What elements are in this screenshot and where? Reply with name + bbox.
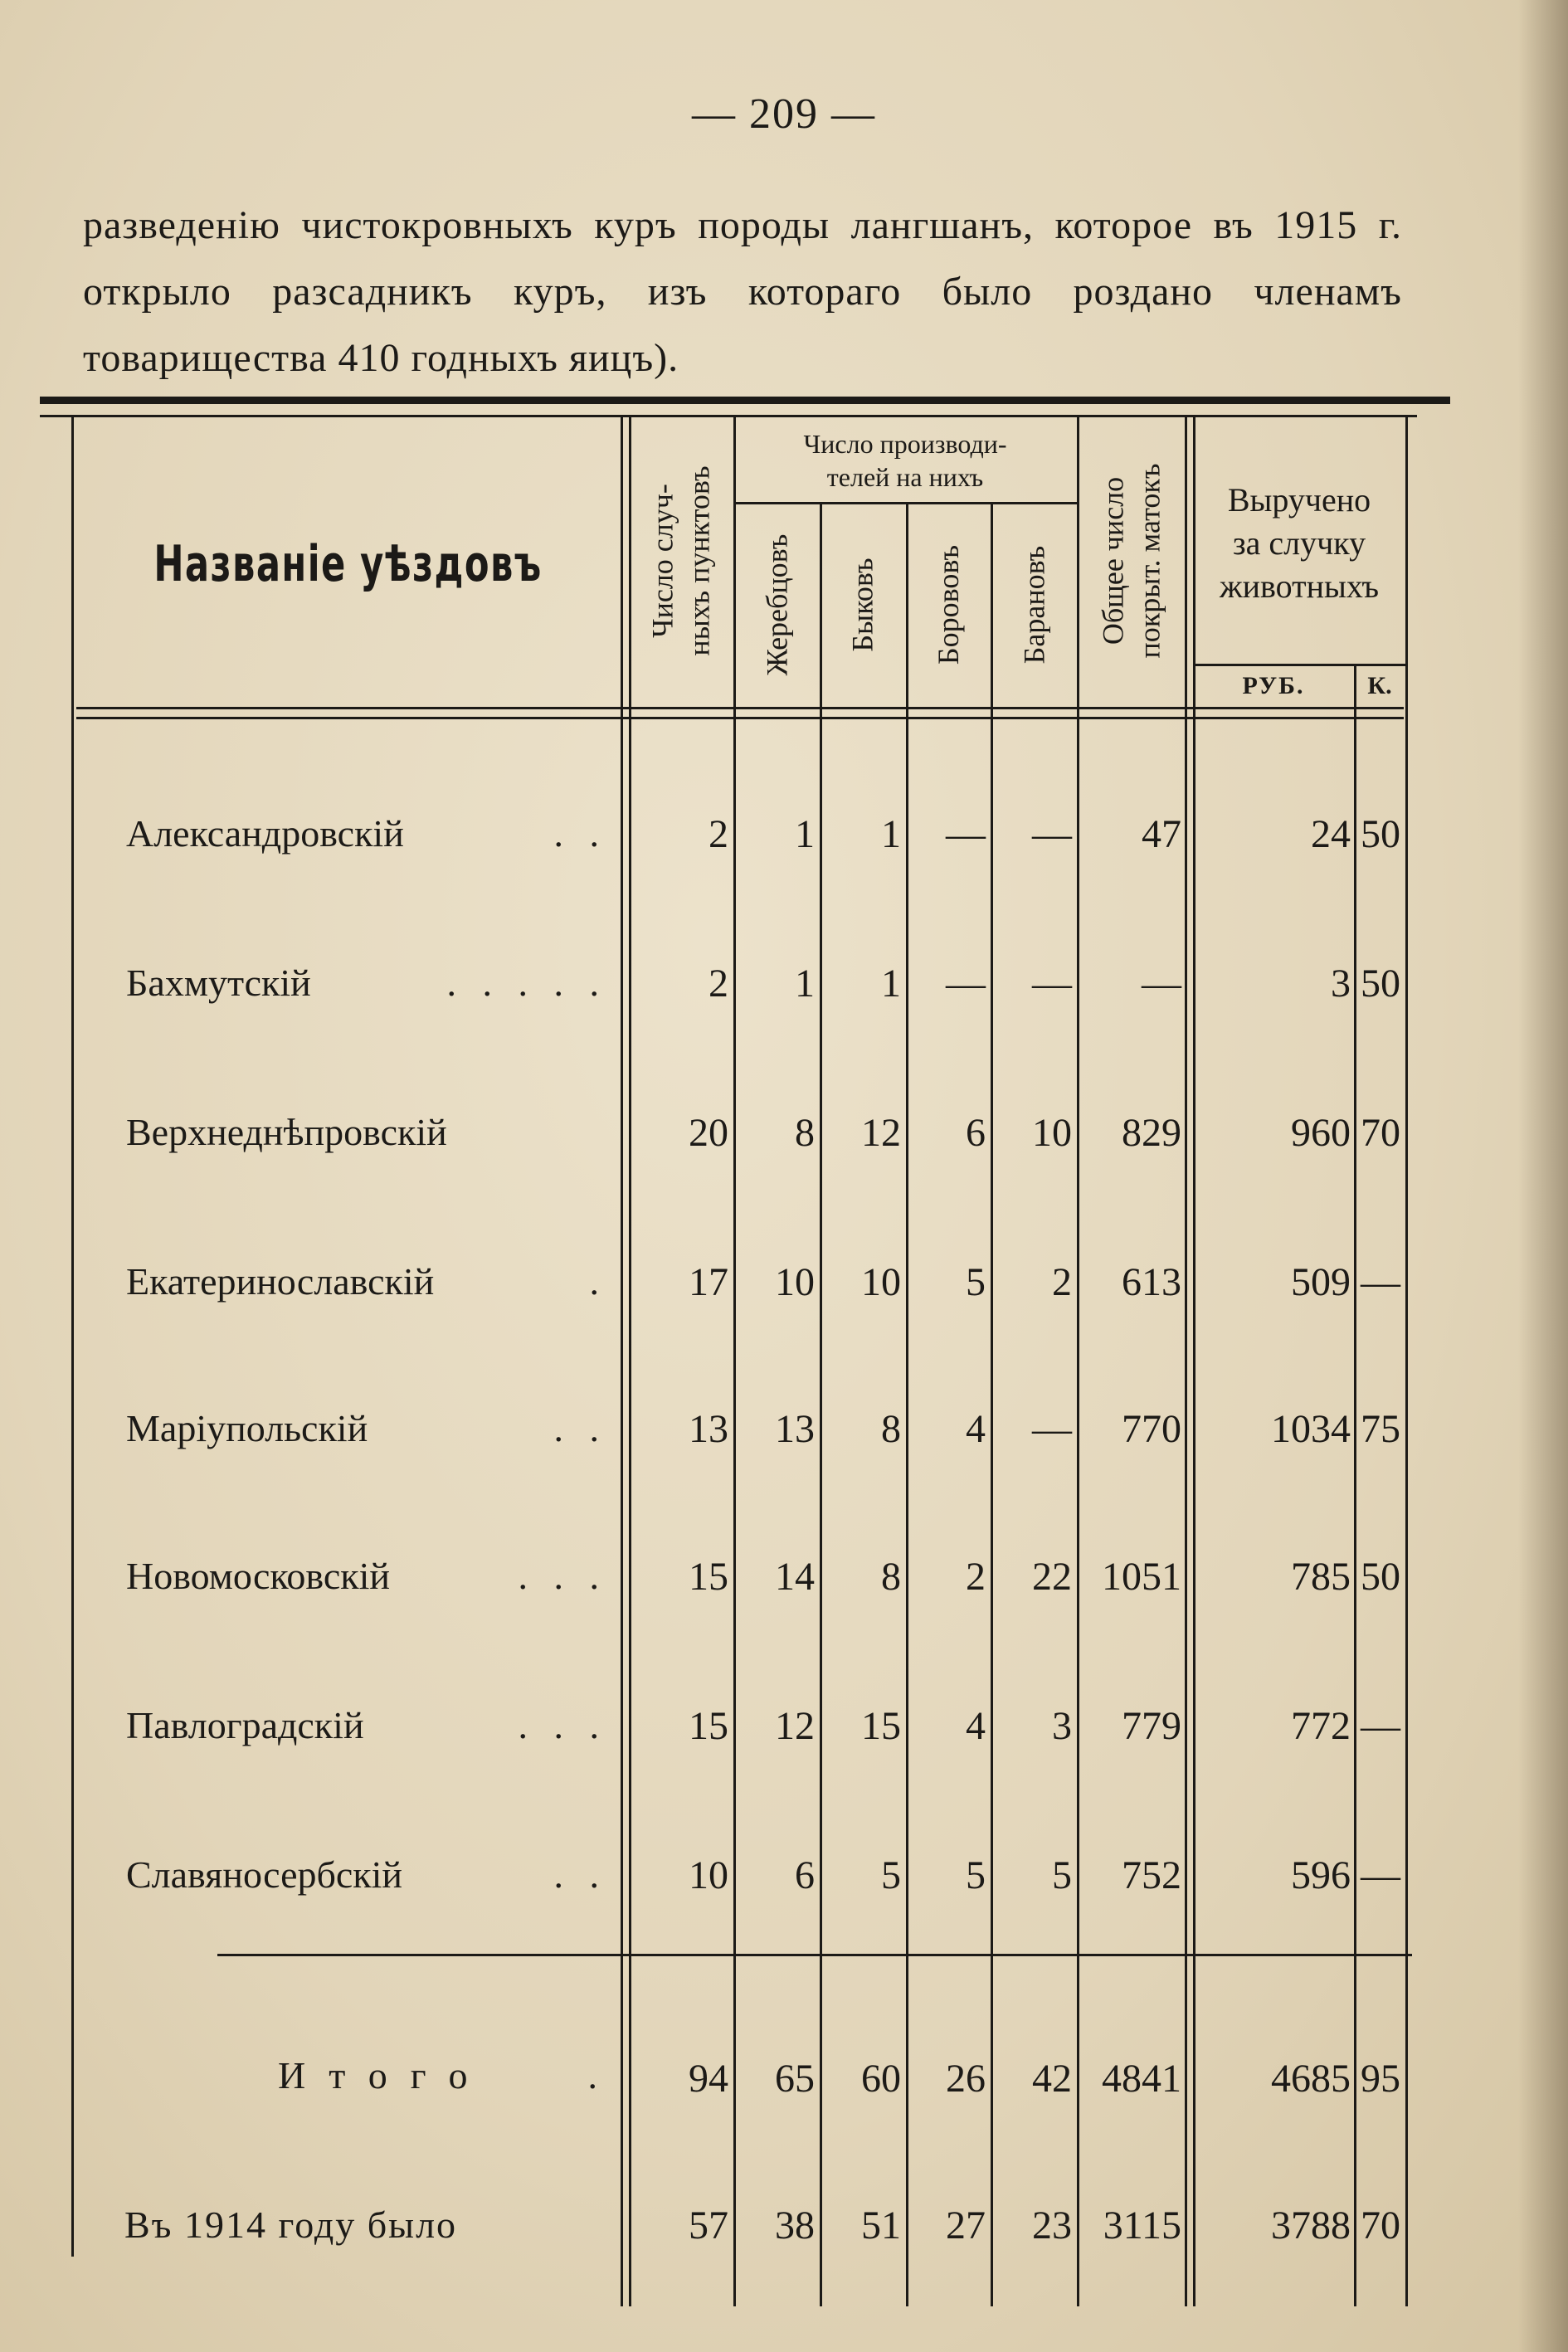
row-kop-cell: 50 <box>1361 812 1400 856</box>
points-header-text: Число случ- ныхъ пунктовъ <box>646 465 716 656</box>
body-paragraph: разведенію чистокровныхъ куръ породы лангшанъ, которое въ 1915 г. открыло разсадникъ куръ, изъ котораго было роздано членамъ товарищества 410 годныхъ яицъ). <box>83 203 1402 380</box>
row-boars-cell: 4 <box>966 1704 986 1748</box>
row-boars-cell: 4 <box>966 1407 986 1451</box>
prev-year-label: Въ 1914 году было <box>124 2203 458 2246</box>
row-bulls-cell: 5 <box>881 1853 901 1897</box>
points-column-header <box>629 415 733 707</box>
row-kop-cell: 50 <box>1361 962 1400 1006</box>
row-kop-cell: — <box>1361 1260 1400 1304</box>
total-boars-cell: 26 <box>946 2057 986 2101</box>
table-left-border <box>71 415 74 2257</box>
row-points-cell: 20 <box>689 1111 728 1155</box>
district-name: Павлоградскій <box>126 1704 364 1746</box>
bulls-column-header: Быковъ <box>846 557 879 652</box>
row-females-cell: 829 <box>1122 1111 1181 1155</box>
row-points-cell: 2 <box>709 812 728 856</box>
row-kop-cell: — <box>1361 1704 1400 1748</box>
table-row-district-name <box>126 1406 607 1450</box>
leader-dots: . . . <box>518 1704 607 1746</box>
row-rams-cell: 5 <box>1052 1853 1072 1897</box>
rams-column-header: Барановъ <box>1017 545 1050 664</box>
table-row-district-name <box>126 1703 607 1747</box>
prev-year-females-cell: 3115 <box>1103 2203 1181 2247</box>
table-row-district-name <box>126 1259 607 1303</box>
row-boars-cell: — <box>946 812 986 856</box>
row-points-cell: 13 <box>689 1407 728 1451</box>
row-females-cell: 779 <box>1122 1704 1181 1748</box>
row-points-cell: 2 <box>709 962 728 1006</box>
district-name: Александровскій <box>126 812 404 855</box>
prev-year-kop-cell: 70 <box>1361 2203 1400 2247</box>
row-points-cell: 15 <box>689 1704 728 1748</box>
row-boars-cell: 5 <box>966 1260 986 1304</box>
row-points-cell: 15 <box>689 1555 728 1599</box>
table-row-district-name <box>126 1554 607 1598</box>
table-row-district-name <box>126 811 607 855</box>
row-rams-cell: 2 <box>1052 1260 1072 1304</box>
total-females-cell: 4841 <box>1102 2057 1181 2101</box>
prev-year-rub-cell: 3788 <box>1271 2203 1351 2247</box>
row-stallions-cell: 8 <box>795 1111 815 1155</box>
leader-dots: . <box>589 1260 607 1303</box>
producers-group-header: Число производи- телей на нихъ <box>803 429 1007 492</box>
row-stallions-cell: 14 <box>775 1555 815 1599</box>
district-name: Екатеринославскій <box>126 1260 435 1303</box>
row-rams-cell: 22 <box>1032 1555 1072 1599</box>
page-number: — 209 — <box>692 90 876 138</box>
table-top-rule-thick <box>40 397 1450 404</box>
row-females-cell: 752 <box>1122 1853 1181 1897</box>
kop-subheader: К. <box>1367 672 1392 699</box>
col-divider-bulls <box>906 502 908 2306</box>
total-rub-cell: 4685 <box>1271 2057 1351 2101</box>
row-stallions-cell: 1 <box>795 812 815 856</box>
row-bulls-cell: 1 <box>881 812 901 856</box>
total-rams-cell: 42 <box>1032 2057 1072 2101</box>
row-bulls-cell: 1 <box>881 962 901 1006</box>
row-bulls-cell: 8 <box>881 1407 901 1451</box>
row-stallions-cell: 13 <box>775 1407 815 1451</box>
row-rub-cell: 785 <box>1291 1555 1351 1599</box>
total-bulls-cell: 60 <box>861 2057 901 2101</box>
row-rams-cell: — <box>1032 962 1072 1006</box>
row-females-cell: 770 <box>1122 1407 1181 1451</box>
row-bulls-cell: 15 <box>861 1704 901 1748</box>
table-row-district-name <box>126 1853 607 1897</box>
row-rub-cell: 960 <box>1291 1111 1351 1155</box>
row-stallions-cell: 6 <box>795 1853 815 1897</box>
district-column-header: Названіе уѣздовъ <box>153 535 543 593</box>
row-rub-cell: 1034 <box>1271 1407 1351 1451</box>
leader-dots: . . . . . <box>446 962 607 1004</box>
col-divider-name <box>621 415 623 2306</box>
row-bulls-cell: 8 <box>881 1555 901 1599</box>
prev-year-stallions-cell: 38 <box>775 2203 815 2247</box>
row-females-cell: 47 <box>1142 812 1181 856</box>
prev-year-points-cell: 57 <box>689 2203 728 2247</box>
leader-dots: . . <box>553 1407 607 1449</box>
table-right-border <box>1405 415 1408 2306</box>
row-bulls-cell: 10 <box>861 1260 901 1304</box>
row-kop-cell: 75 <box>1361 1407 1400 1451</box>
col-divider-boars <box>991 502 993 2306</box>
row-rams-cell: 10 <box>1032 1111 1072 1155</box>
subtotal-rule <box>217 1954 1412 1956</box>
row-kop-cell: 50 <box>1361 1555 1400 1599</box>
rub-subheader: РУБ. <box>1242 672 1305 699</box>
leader-dots: . . . <box>518 1555 607 1597</box>
total-stallions-cell: 65 <box>775 2057 815 2101</box>
row-rams-cell: — <box>1032 1407 1072 1451</box>
col-divider-females <box>1185 415 1187 2306</box>
row-rub-cell: 772 <box>1291 1704 1351 1748</box>
row-rams-cell: 3 <box>1052 1704 1072 1748</box>
table-row-district-name <box>126 1110 607 1154</box>
females-column-header: Общее число покрыт. матокъ <box>1096 463 1166 659</box>
row-boars-cell: 6 <box>966 1111 986 1155</box>
revenue-column-header: Выручено за случку животныхъ <box>1219 481 1380 605</box>
row-females-cell: 1051 <box>1102 1555 1181 1599</box>
prev-year-boars-cell: 27 <box>946 2203 986 2247</box>
row-stallions-cell: 1 <box>795 962 815 1006</box>
table-row-district-name <box>126 961 607 1005</box>
district-name: Маріупольскій <box>126 1407 368 1449</box>
row-stallions-cell: 10 <box>775 1260 815 1304</box>
row-rub-cell: 509 <box>1291 1260 1351 1304</box>
row-females-cell: — <box>1142 962 1181 1006</box>
district-name: Бахмутскій <box>126 962 311 1004</box>
row-points-cell: 17 <box>689 1260 728 1304</box>
row-bulls-cell: 12 <box>861 1111 901 1155</box>
district-name: Славяносербскій <box>126 1853 403 1896</box>
total-points-cell: 94 <box>689 2057 728 2101</box>
boars-column-header: Борововъ <box>932 544 966 665</box>
row-kop-cell: — <box>1361 1853 1400 1897</box>
row-kop-cell: 70 <box>1361 1111 1400 1155</box>
total-kop-cell: 95 <box>1361 2057 1400 2101</box>
col-divider-stallions <box>820 502 822 2306</box>
row-rub-cell: 3 <box>1331 962 1351 1006</box>
row-females-cell: 613 <box>1122 1260 1181 1304</box>
row-rub-cell: 596 <box>1291 1853 1351 1897</box>
row-boars-cell: 5 <box>966 1853 986 1897</box>
leader-dots: . . <box>553 812 607 855</box>
row-boars-cell: — <box>946 962 986 1006</box>
district-name: Новомосковскій <box>126 1555 391 1597</box>
prev-year-rams-cell: 23 <box>1032 2203 1072 2247</box>
district-name: Верхнеднѣпровскій <box>126 1111 447 1153</box>
total-dots: . <box>587 2054 597 2096</box>
leader-dots: . . <box>553 1853 607 1896</box>
header-bottom-rule-2 <box>76 717 1404 719</box>
row-rams-cell: — <box>1032 812 1072 856</box>
total-label: Итого <box>278 2054 491 2096</box>
page-edge-shadow <box>1518 0 1568 2352</box>
row-points-cell: 10 <box>689 1853 728 1897</box>
row-stallions-cell: 12 <box>775 1704 815 1748</box>
stallions-column-header: Жеребцовъ <box>760 533 793 675</box>
row-rub-cell: 24 <box>1311 812 1351 856</box>
header-bottom-rule <box>76 707 1404 709</box>
prev-year-bulls-cell: 51 <box>861 2203 901 2247</box>
row-boars-cell: 2 <box>966 1555 986 1599</box>
